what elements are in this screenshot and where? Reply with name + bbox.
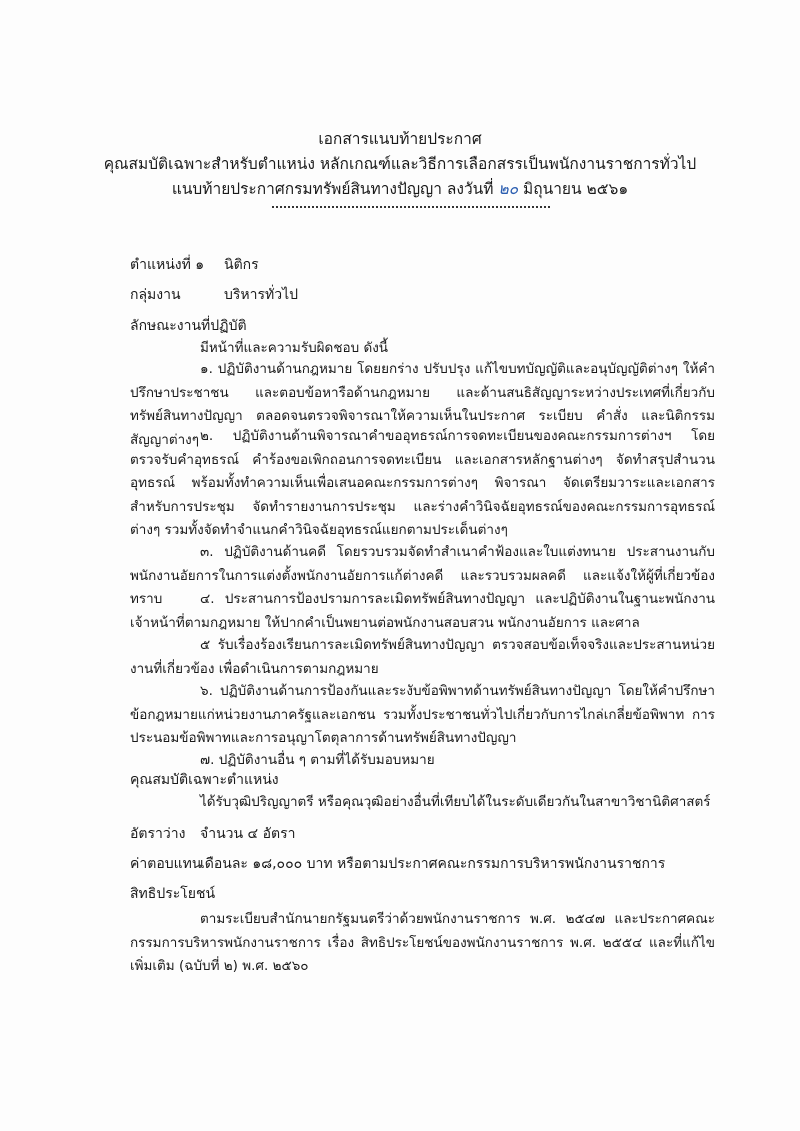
duty-item-6: ๖. ปฏิบัติงานด้านการป้องกันและระงับข้อพิพาทด้านทรัพย์สินทางปัญญา โดยให้คำปรึกษาข้อกฎหมายแก่หน่วยงานภาครัฐและเอกชน รวมทั้งประชาชนทั่วไปเกี่ยวกับการไกล่เกลี่ยข้อพิพาท การประนอมข้อพิพาทและการอนุญาโตตุลาการด้านทรัพย์สินทางปัญญา	[130, 683, 715, 746]
header-title: เอกสารแนบท้ายประกาศ	[318, 130, 482, 148]
header-subtitle: คุณสมบัติเฉพาะสำหรับตำแหน่ง หลักเกณฑ์และวิธีการเลือกสรรเป็นพนักงานราชการทั่วไป	[103, 155, 697, 173]
duty-item-1: ๑. ปฏิบัติงานด้านกฎหมาย โดยยกร่าง ปรับปรุง แก้ไขบทบัญญัติและอนุบัญญัติต่างๆ ให้คำปรึกษาประชาชน และตอบข้อหารือด้านกฎหมาย และด้านสนธิสัญญาระหว่างประเทศที่เกี่ยวกับทรัพย์สินทางปัญญา ตลอดจนตรวจพิจารณาให้ความเห็นในประกาศ ระเบียบ คำสั่ง และนิติกรรมสัญญาต่างๆ	[130, 361, 715, 448]
group-value: บริหารทั่วไป	[224, 287, 299, 303]
header-announcement-date	[100, 177, 700, 202]
vacancy-label: อัตราว่าง	[130, 826, 186, 842]
header-date-prefix: แนบท้ายประกาศกรมทรัพย์สินทางปัญญา ลงวันที่	[171, 180, 499, 198]
compensation-label: ค่าตอบแทน	[130, 856, 202, 872]
duty-item-4: ๔. ประสานการป้องปรามการละเมิดทรัพย์สินทางปัญญา และปฏิบัติงานในฐานะพนักงานเจ้าหน้าที่ตามกฎหมาย ให้ปากคำเป็นพยานต่อพนักงานสอบสวน พนักงานอัยการ และศาล	[130, 591, 715, 631]
duty-item-2: ๒. ปฏิบัติงานด้านพิจารณาคำขออุทธรณ์การจดทะเบียนของคณะกรรมการต่างฯ โดยตรวจรับคำอุทธรณ์ คำร้องขอเพิกถอนการจดทะเบียน และเอกสารหลักฐานต่างๆ จัดทำสรุปสำนวนอุทธรณ์ พร้อมทั้งทำความเห็นเพื่อเสนอคณะกรรมการต่างๆ พิจารณา จัดเตรียมวาระและเอกสารสำหรับการประชุม จัดทำรายงานการประชุม และร่างคำวินิจฉัยอุทธรณ์ของคณะกรรมการอุทธรณ์ต่างๆ รวมทั้งจัดทำจำแนกคำวินิจฉัยอุทธรณ์แยกตามประเด็นต่างๆ	[130, 428, 715, 538]
handwritten-day: ๒๐	[498, 180, 519, 198]
header-date-suffix: มิถุนายน ๒๕๖๑	[518, 180, 629, 198]
compensation-value: เดือนละ ๑๘,๐๐๐ บาท หรือตามประกาศคณะกรรมการบริหารพนักงานราชการ	[200, 856, 666, 872]
duty-item-5: ๕ รับเรื่องร้องเรียนการละเมิดทรัพย์สินทางปัญญา ตรวจสอบข้อเท็จจริงและประสานหน่วยงานที่เกี่ยวข้อง เพื่อดำเนินการตามกฎหมาย	[130, 637, 715, 677]
duty-item-3: ๓. ปฏิบัติงานด้านคดี โดยรวบรวมจัดทำสำเนาคำฟ้องและใบแต่งทนาย ประสานงานกับพนักงานอัยการในการแต่งตั้งพนักงานอัยการแก้ต่างคดี และรวบรวมผลคดี และแจ้งให้ผู้ที่เกี่ยวข้องทราบ	[130, 544, 715, 607]
benefits-heading: สิทธิประโยชน์	[130, 886, 216, 902]
duties-heading: ลักษณะงานที่ปฏิบัติ	[130, 318, 247, 334]
duty-item-7: ๗. ปฏิบัติงานอื่น ๆ ตามที่ได้รับมอบหมาย	[200, 752, 435, 768]
group-label: กลุ่มงาน	[130, 287, 181, 303]
position-label: ตำแหน่งที่ ๑	[130, 257, 205, 273]
document-header	[100, 127, 700, 202]
qualification-text: ได้รับวุฒิปริญญาตรี หรือคุณวุฒิอย่างอื่นที่เทียบได้ในระดับเดียวกันในสาขาวิชานิติศาสตร์	[200, 794, 711, 810]
duties-intro: มีหน้าที่และความรับผิดชอบ ดังนี้	[200, 340, 389, 356]
dotted-divider	[272, 206, 550, 208]
vacancy-value: จำนวน ๔ อัตรา	[200, 826, 296, 842]
position-value: นิติกร	[224, 257, 259, 273]
benefits-text: ตามระเบียบสำนักนายกรัฐมนตรีว่าด้วยพนักงานราชการ พ.ศ. ๒๕๔๗ และประกาศคณะกรรมการบริหารพนักงานราชการ เรื่อง สิทธิประโยชน์ของพนักงานราชการ พ.ศ. ๒๕๕๔ และที่แก้ไขเพิ่มเติม (ฉบับที่ ๒) พ.ศ. ๒๕๖๐	[130, 911, 715, 974]
qualification-heading: คุณสมบัติเฉพาะตำแหน่ง	[130, 772, 279, 788]
